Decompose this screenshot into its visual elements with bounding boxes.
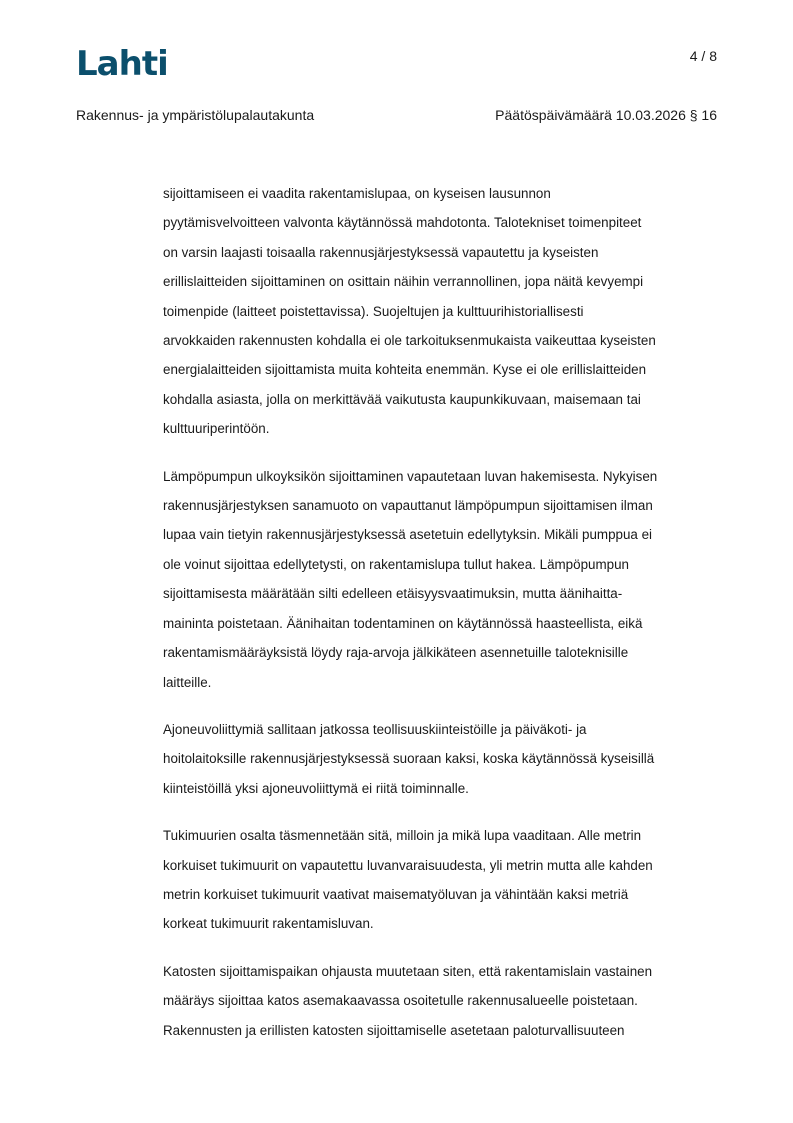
- text-line: kiinteistöillä yksi ajoneuvoliittymä ei riitä toiminnalle.: [163, 780, 469, 796]
- text-line: laitteille.: [163, 674, 212, 690]
- paragraph: [163, 179, 719, 444]
- page-number: 4 / 8: [689, 48, 717, 64]
- text-line: Lämpöpumpun ulkoyksikön sijoittaminen vapautetaan luvan hakemisesta. Nykyisen: [163, 468, 658, 484]
- text-line: pyytämisvelvoitteen valvonta käytännössä mahdotonta. Talotekniset toimenpiteet: [163, 215, 642, 231]
- text-line: ole voinut sijoittaa edellytetysti, on rakentamislupa tullut hakea. Lämpöpumpun: [163, 556, 629, 572]
- text-line: metrin korkuiset tukimuurit vaativat maisematyöluvan ja vähintään kaksi metriä: [163, 886, 629, 902]
- paragraph: [163, 821, 719, 939]
- text-line: kulttuuriperintöön.: [163, 421, 270, 437]
- text-line: Tukimuurien osalta täsmennetään sitä, milloin ja mikä lupa vaaditaan. Alle metrin: [163, 828, 642, 844]
- paragraph: [163, 715, 719, 803]
- text-line: energialaitteiden sijoittamista muita kohteita enemmän. Kyse ei ole erillislaitteiden: [163, 362, 647, 378]
- text-line: Ajoneuvoliittymiä sallitaan jatkossa teollisuuskiinteistöille ja päiväkoti- ja: [163, 721, 587, 737]
- text-line: rakentamismääräyksistä löydy raja-arvoja jälkikäteen asennetuille taloteknisille: [163, 645, 629, 661]
- text-line: Katosten sijoittamispaikan ohjausta muutetaan siten, että rakentamislain vastainen: [163, 963, 653, 979]
- text-line: sijoittamisesta määrätään silti edelleen etäisyysvaatimuksin, mutta äänihaitta-: [163, 586, 623, 602]
- paragraph: [163, 957, 719, 1045]
- text-line: sijoittamiseen ei vaadita rakentamislupaa, on kyseisen lausunnon: [163, 186, 551, 201]
- lahti-logo: Lahti: [76, 44, 168, 84]
- text-line: arvokkaiden rakennusten kohdalla ei ole tarkoituksenmukaista vaikeuttaa kyseisten: [163, 333, 656, 349]
- text-line: rakennusjärjestyksen sanamuoto on vapauttanut lämpöpumpun sijoittamisen ilman: [163, 498, 653, 514]
- text-line: lupaa vain tietyin rakennusjärjestyksessä asetetuin edellytyksin. Mikäli pumppua ei: [163, 527, 653, 543]
- text-line: Rakennusten ja erillisten katosten sijoittamiselle asetetaan paloturvallisuuteen: [163, 1022, 625, 1038]
- text-line: korkuiset tukimuurit on vapautettu luvanvaraisuudesta, yli metrin mutta alle kahden: [163, 857, 653, 873]
- document-body: [163, 179, 719, 1063]
- text-line: toimenpide (laitteet poistettavissa). Suojeltujen ja kulttuurihistoriallisesti: [163, 303, 584, 319]
- text-line: korkeat tukimuurit rakentamisluvan.: [163, 916, 374, 932]
- text-line: on varsin laajasti toisaalla rakennusjärjestyksessä vapautettu ja kyseisten: [163, 244, 599, 260]
- text-line: kohdalla asiasta, jolla on merkittävää vaikutusta kaupunkikuvaan, maisemaan tai: [163, 391, 641, 407]
- decision-date: Päätöspäivämäärä 10.03.2026 § 16: [495, 107, 717, 123]
- board-name: Rakennus- ja ympäristölupalautakunta: [76, 107, 315, 123]
- text-line: hoitolaitoksille rakennusjärjestyksessä suoraan kaksi, koska käytännössä kyseisillä: [163, 751, 655, 767]
- text-line: määräys sijoittaa katos asemakaavassa osoitetulle rakennusalueelle poistetaan.: [163, 993, 638, 1009]
- text-line: erillislaitteiden sijoittaminen on osittain näihin verrannollinen, jopa näitä kevyempi: [163, 274, 644, 290]
- paragraph: [163, 462, 719, 697]
- text-line: maininta poistetaan. Äänihaitan todentaminen on käytännössä haasteellista, eikä: [163, 615, 643, 631]
